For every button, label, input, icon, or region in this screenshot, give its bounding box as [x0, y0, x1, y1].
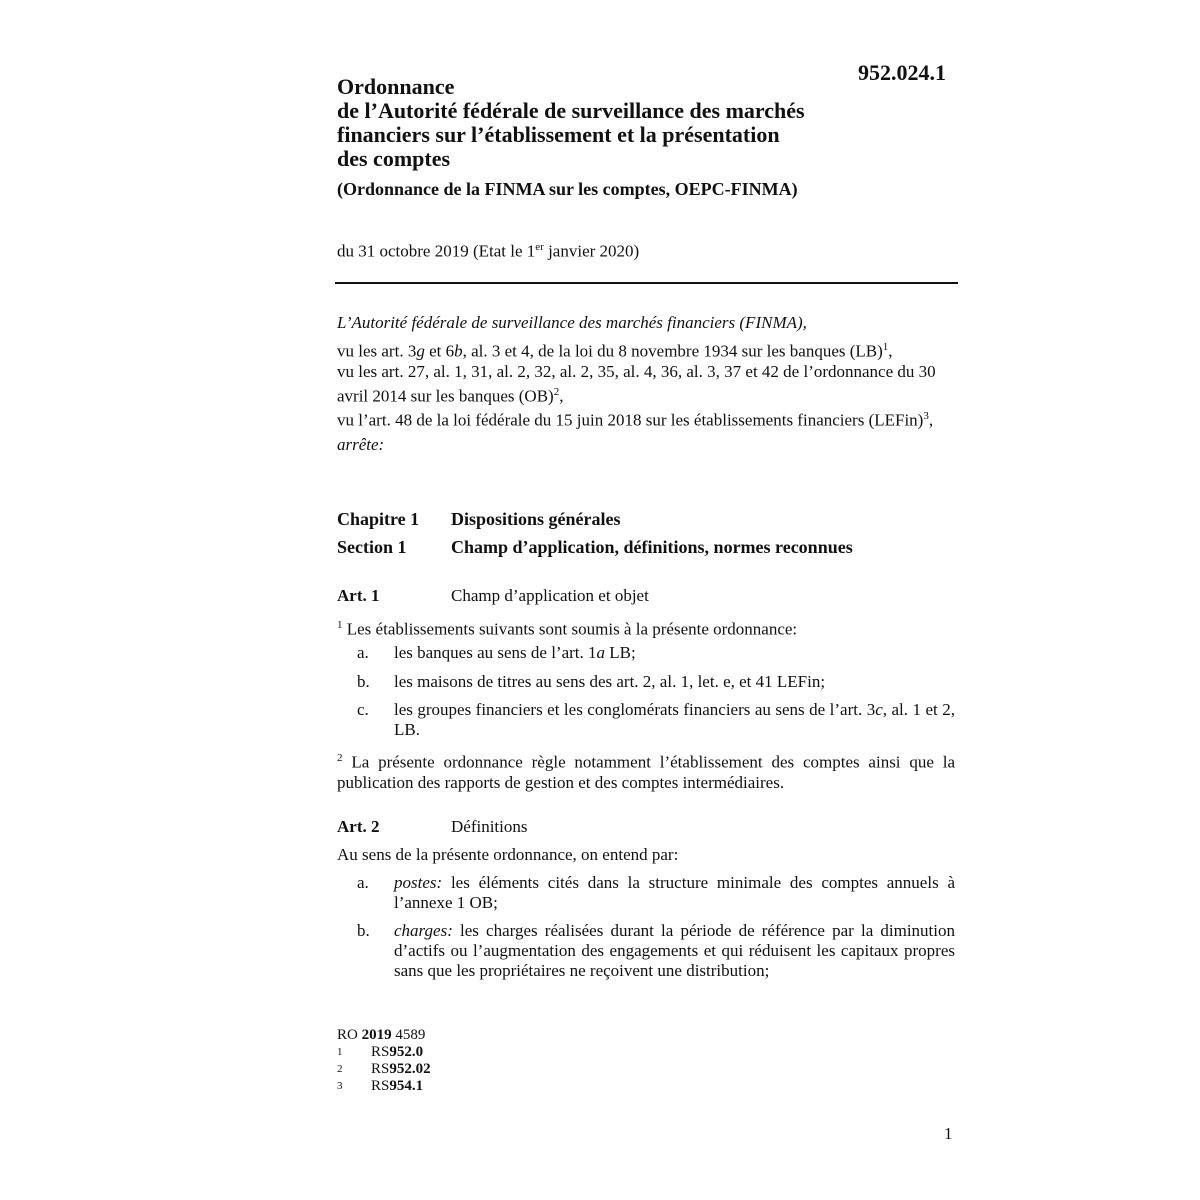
text-run: ,	[559, 386, 564, 406]
text-run: les groupes financiers et les conglomérats financiers au sens de l’art. 3	[394, 700, 876, 719]
list-item	[337, 643, 955, 663]
list-text	[394, 921, 955, 981]
definition-term: postes:	[394, 873, 443, 892]
text-run: g	[416, 341, 425, 361]
footnote-ref-text: 952.0	[389, 1044, 424, 1060]
footnote-ref[interactable]: 2	[553, 385, 560, 398]
text-run: 2019	[361, 1027, 392, 1043]
text-run: , al. 1 et 2, LB.	[394, 700, 955, 739]
text-run: a	[596, 643, 606, 662]
text-run: vu l’art. 48 de la loi fédérale du 15 juin 2018 sur les établissements financiers (LEFin)	[337, 410, 924, 430]
text-run: et 6	[424, 341, 455, 361]
preamble-line	[337, 337, 937, 362]
list-letter: b.	[357, 672, 370, 691]
date-sup: er	[535, 241, 544, 253]
article-heading	[337, 817, 528, 837]
preamble-line	[337, 362, 937, 407]
text-run: RS	[371, 1044, 390, 1060]
preamble	[337, 313, 937, 455]
definition-term: charges:	[394, 921, 453, 940]
text-run: les maisons de titres au sens des art. 2, al. 1, let. e, et 41 LEFin;	[394, 672, 826, 691]
list-item	[337, 873, 955, 913]
title-line: de l’Autorité fédérale de surveillance des marchés	[337, 98, 805, 123]
list-text	[394, 672, 955, 692]
text-run: 4589	[391, 1027, 426, 1043]
list-item	[337, 672, 955, 692]
article-title: Champ d’application et objet	[451, 586, 649, 605]
text-run: Les établissements suivants sont soumis à la présente ordonnance:	[342, 619, 798, 639]
article-number: Art. 2	[337, 817, 380, 836]
text-run: vu les art. 27, al. 1, 31, al. 2, 32, al. 2, 35, al. 4, 36, al. 3, 37 et 42 de l’ordonnance du 30 avril 2014 sur les banques (OB)	[337, 361, 936, 406]
article-heading	[337, 586, 649, 606]
text-run: , al. 3 et 4, de la loi du 8 novembre 1934 sur les banques (LB)	[462, 341, 883, 361]
document-title	[337, 75, 877, 171]
footnote-number: 2	[337, 1063, 343, 1075]
date-line	[337, 241, 639, 262]
list-text	[394, 700, 955, 740]
article-title: Définitions	[451, 817, 528, 836]
title-line: des comptes	[337, 146, 451, 171]
footnote-ref[interactable]: 3	[923, 410, 929, 423]
section-title: Champ d’application, définitions, normes reconnues	[451, 537, 853, 557]
title-line: Ordonnance	[337, 74, 455, 99]
section-heading	[337, 537, 853, 558]
list-letter: a.	[357, 873, 369, 892]
sr-number: 952.024.1	[858, 60, 946, 85]
list-text	[394, 643, 955, 663]
footnote	[337, 1044, 431, 1061]
document-subtitle: (Ordonnance de la FINMA sur les comptes, OEPC-FINMA)	[337, 179, 798, 199]
article-intro: Au sens de la présente ordonnance, on entend par:	[337, 845, 679, 864]
date-suffix: janvier 2020)	[543, 241, 640, 261]
footnotes	[337, 1027, 431, 1095]
list-letter: c.	[357, 700, 369, 719]
paragraph-number: 2	[337, 752, 343, 764]
footnote	[337, 1078, 431, 1095]
list-item	[337, 700, 955, 740]
text-run: RO	[337, 1027, 362, 1043]
list-letter: b.	[357, 921, 370, 940]
chapter-title: Dispositions générales	[451, 509, 621, 529]
text-run: ,	[928, 410, 934, 430]
text-run: ,	[888, 341, 893, 361]
article-paragraph	[337, 615, 955, 640]
text-run: RS	[371, 1061, 390, 1077]
text-run: LB;	[605, 643, 636, 662]
text-run: les charges réalisées durant la période de référence par la diminution d’actifs ou l’augmentation des engagements et qui réduisent les capitaux propres sans que les propriétaires ne reçoivent une distribution;	[394, 921, 955, 980]
footnote	[337, 1061, 431, 1078]
ro-reference	[337, 1027, 431, 1044]
footnote-number: 3	[337, 1080, 343, 1092]
list-text	[394, 873, 955, 913]
list-item	[337, 921, 955, 981]
chapter-heading	[337, 509, 621, 530]
chapter-number: Chapitre 1	[337, 509, 420, 529]
preamble-line	[337, 406, 937, 431]
text-run: vu les art. 3	[337, 341, 417, 361]
text-run: les banques au sens de l’art. 1	[394, 643, 597, 662]
footnote-ref-text: 952.02	[389, 1061, 431, 1077]
footnote-number: 1	[337, 1046, 343, 1058]
text-run: RS	[371, 1078, 390, 1094]
article-paragraph	[337, 748, 955, 793]
text-run: c	[875, 700, 883, 719]
footnote-ref-text: 954.1	[389, 1078, 424, 1094]
text-run: La présente ordonnance règle notamment l’établissement des comptes ainsi que la publication des rapports de gestion et des comptes intermédiaires.	[337, 752, 955, 792]
text-run: b	[454, 341, 463, 361]
list-letter: a.	[357, 643, 369, 662]
section-number: Section 1	[337, 537, 407, 557]
footnote-ref[interactable]: 1	[882, 341, 889, 353]
title-rule	[335, 282, 958, 284]
page-number: 1	[944, 1124, 953, 1143]
date-prefix: du 31 octobre 2019 (Etat le 1	[337, 241, 536, 261]
article-number: Art. 1	[337, 586, 380, 605]
text-run: les éléments cités dans la structure minimale des comptes annuels à l’annexe 1 OB;	[394, 873, 955, 912]
paragraph-number: 1	[337, 619, 343, 631]
title-line: financiers sur l’établissement et la présentation	[337, 122, 780, 147]
preamble-authority: L’Autorité fédérale de surveillance des marchés financiers (FINMA),	[337, 313, 807, 332]
preamble-arrete: arrête:	[337, 434, 385, 454]
